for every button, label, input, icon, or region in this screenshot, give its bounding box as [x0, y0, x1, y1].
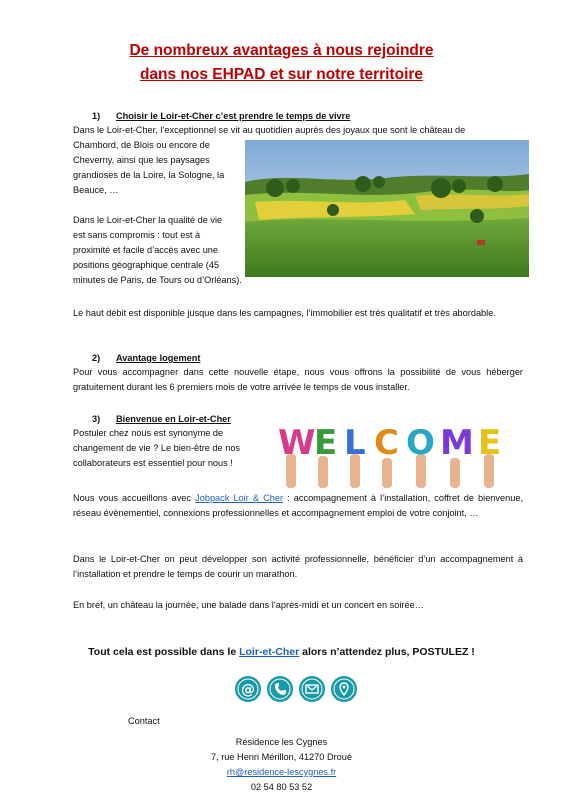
- loir-et-cher-link[interactable]: Loir-et-Cher: [239, 646, 300, 658]
- contact-icons: [235, 676, 355, 706]
- jobpack-text-before: Nous vous accueillons avec: [73, 493, 196, 503]
- call-to-action: [0, 646, 563, 658]
- contact-phone: 02 54 80 53 52: [250, 782, 313, 792]
- section-3-line-3: collaborateurs est essentiel pour nous !: [73, 458, 233, 468]
- mail-icon[interactable]: [299, 676, 325, 702]
- section-1-intro-line-3: Cheverny, ainsi que les paysages: [73, 155, 210, 165]
- welcome-letter: L: [344, 423, 366, 463]
- contact-address: 7, rue Henri Mérillon, 41270 Droué: [211, 752, 352, 762]
- welcome-letter: E: [314, 423, 338, 463]
- page-title-line-1: De nombreux avantages à nous rejoindre: [129, 42, 434, 59]
- welcome-letter: W: [278, 423, 316, 463]
- contact-name: Résidence les Cygnes: [235, 737, 328, 747]
- section-1-quality-line-1: Dans le Loir-et-Cher la qualité de vie: [73, 215, 223, 225]
- section-1-number: 1): [92, 111, 101, 121]
- section-2-heading: [92, 353, 200, 363]
- countryside-landscape-image: [245, 140, 529, 277]
- welcome-letter: M: [440, 423, 474, 463]
- section-2-number: 2): [92, 353, 101, 363]
- contact-email-link[interactable]: rh@residence-lescygnes.fr: [226, 767, 337, 777]
- welcome-hands-image: [278, 420, 512, 488]
- section-1-heading: [92, 111, 350, 121]
- section-1-intro-line-5: Beauce, …: [73, 185, 119, 195]
- welcome-letter: E: [478, 423, 502, 463]
- section-2-title: Avantage logement: [116, 353, 201, 363]
- welcome-letter: O: [406, 423, 435, 463]
- section-3-number: 3): [92, 414, 101, 424]
- phone-icon[interactable]: [267, 676, 293, 702]
- contact-label: Contact: [128, 716, 160, 726]
- section-1-broadband-text: Le haut débit est disponible jusque dans les campagnes, l’immobilier est très qualitatif et très abordable.: [73, 308, 496, 318]
- jobpack-text-after: : accompagnement à l’installation, coffret de bienvenue, réseau évènementiel, connexions professionnelles et accompagnement emploi de votre conjoint, …: [73, 493, 523, 518]
- section-2-text: Pour vous accompagner dans cette nouvelle étape, nous vous offrons la possibilité de vous héberger gratuitement durant les 6 premiers mois de votre arrivée le temps de vous installer.: [73, 367, 523, 392]
- cta-text-after: alors n’attendez plus, POSTULEZ !: [299, 646, 475, 658]
- location-icon[interactable]: [331, 676, 357, 702]
- section-3-line-1: Postuler chez nous est synonyme de: [73, 428, 224, 438]
- section-3-heading: [92, 414, 231, 424]
- contact-email-wrap: [0, 767, 563, 777]
- page-title-line-2: dans nos EHPAD et sur notre territoire: [139, 66, 424, 83]
- section-1-quality-line-3: proximité et facile d’accès avec une: [73, 245, 219, 255]
- section-3-brief-text: En bref, un château la journée, une balade dans l’après-midi et un concert en soirée…: [73, 600, 424, 610]
- section-1-quality-line-2: est sans compromis : tout est à: [73, 230, 201, 240]
- section-3-develop-text: Dans le Loir-et-Cher on peut développer son activité professionnelle, bénéficier d’un accompagnement à l’installation et prendre le temps de courir un marathon.: [73, 554, 523, 579]
- section-1-intro-line-4: grandioses de la Loire, la Sologne, la: [73, 170, 225, 180]
- section-3-line-2: changement de vie ? Le bien-être de nos: [73, 443, 241, 453]
- section-1-intro-line-1: Dans le Loir-et-Cher, l’exceptionnel se vit au quotidien auprès des joyaux que sont le château de: [73, 125, 466, 135]
- section-1-title: Choisir le Loir-et-Cher c’est prendre le temps de vivre: [116, 111, 351, 121]
- svg-text:@: @: [241, 682, 255, 698]
- cta-text-before: Tout cela est possible dans le: [88, 646, 240, 658]
- section-1-quality-line-5: minutes de Paris, de Tours ou d’Orléans).: [73, 275, 242, 285]
- welcome-letter: C: [374, 423, 399, 463]
- section-3-title: Bienvenue en Loir-et-Cher: [116, 414, 231, 424]
- jobpack-link[interactable]: Jobpack Loir & Cher: [195, 493, 284, 503]
- at-icon[interactable]: [235, 676, 261, 702]
- section-1-intro-line-2: Chambord, de Blois ou encore de: [73, 140, 210, 150]
- section-1-quality-line-4: positions géographique centrale (45: [73, 260, 220, 270]
- section-3-jobpack-text: [73, 491, 523, 521]
